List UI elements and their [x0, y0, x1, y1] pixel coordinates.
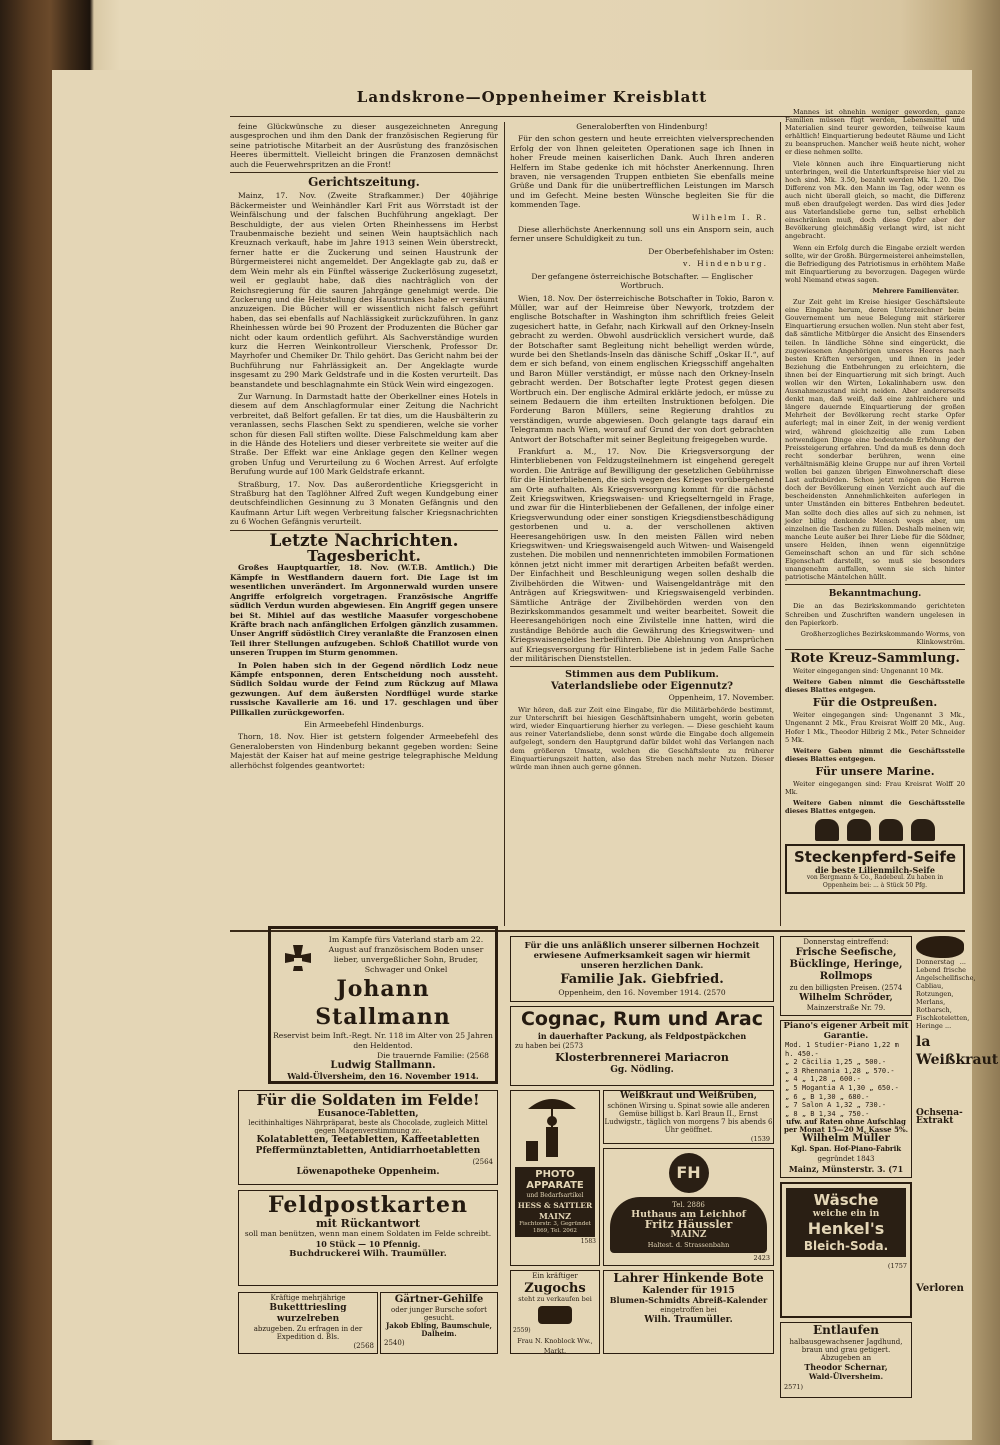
horse-icon: [815, 819, 839, 841]
soldiers-subtitle: Eusanoce-Tabletten,: [317, 1109, 419, 1119]
notice-text: Die an das Bezirkskommando gerichteten Schreiben und Zuschriften wandern ungelesen in den Papierkorb.: [785, 602, 965, 627]
letter-text-4: Zur Zeit geht im Kreise hiesiger Geschäftsleute eine Eingabe herum, deren Unterzeichner beim Gouvernement um neue Belegung mit stärkerer Einquartierung ersuchen wollen. Nun steht aber fest, daß sämtliche Mitbürger die Ansicht des Einsenders teilen. In ländliche Söhne sind eingerückt, die zugewiesenen Angehörigen unseres Heeres nach besten Kräften versorgen, und ihnen in jeder Beziehung die Entbehrungen zu erleichtern, die ihnen bei der Einquartierung mit sich bringt. Auch wollen wir den Wirten, Lokalinhabern usw. den Ausnahmezustand nicht neiden. Aber andererseits denkt man, daß weiß, daß eine zahlreichere und längere dauernde Einquartierung der großen Mehrheit der Bevölkerung recht starke Opfer auferlegt; mal in einer Zeit, in der wenig verdient wird, während gleichzeitig alle zum Leben notwendigen Dinge eine bedeutende Erhöhung der Preissteigerung erfahren. Und da muß es denn doch recht sonderbar berühren, wenn eine verhältnismäßig kleine Gruppe nur auf ihren Vorteil wollen bei ganzen übrigen Einwohnerschaft diese Last aufzubürden. Schon jetzt mögen die Herren doch der Bevölkerung einen Verzicht auch auf die bescheidensten Annehmlichkeiten auferlegen in unter Umständen ein bitteres Entbehren bedeutet. Man sollte doch dies alles auf sich zu nehmen, ist jeder billig denkende Mensch wegs aber, um einzelnen die Taschen zu füllen. Deshalb meinen wir, manche Leute außer bei Ihrer Liebe für die Söldner, unsere Helden, ihnen wenn eigennützige Gemeinschaft schon an und für sich schöne Eigenschaft darstellt, so muß sie besonders unangenehm auffallen, wenn sie sich hinter patriotische Mäntelchen hüllt.: [785, 298, 965, 582]
column-1: [230, 122, 498, 926]
bukett-ad: [238, 1292, 378, 1354]
photo-address: Fischtorstr. 3, Gegründet 1869, Tel. 2062: [519, 1221, 591, 1234]
hat-shop-address: Haltest. d. Strassenbahn: [647, 1241, 730, 1249]
soldiers-shop: Löwenapotheke Oppenheim.: [296, 1167, 440, 1177]
vegetables-number: (1539: [750, 1135, 770, 1143]
obituary-lead: Im Kampfe fürs Vaterland starb am 22. August auf französischem Boden unser lieber, unvergeßlicher Sohn, Bruder, Schwager und Onkel: [328, 935, 484, 974]
edge-verloren: Verloren: [916, 1283, 964, 1294]
letter-text-1: Mannes ist ohnehin weniger geworden, ganze Familien müssen fügt werden, Lebensmittel und Materialien sind teurer geworden, teilweise kaum erhältlich! Einquartierung bedeutet Räume und Licht zu beanspruchen. Mancher weiß heute nicht, woher er diese nehmen sollte.: [785, 108, 965, 157]
navy-line-2: Weitere Gaben nimmt die Geschäftsstelle dieses Blattes entgegen.: [785, 799, 965, 816]
cognac-owner: Gg. Nödling.: [610, 1065, 674, 1075]
thanks-place: Oppenheim, den 16. November 1914.: [558, 988, 702, 997]
calendar-text: eingetroffen bei: [660, 1306, 717, 1314]
piano-row: „ 3 Rhennania 1,28 „ 570.-: [785, 1066, 895, 1075]
lost-dog-text: halbausgewachsener Jagdhund, braun und grau getigert. Abzugeben an: [789, 1338, 903, 1362]
ox-shop: Frau N. Knoblock Ww., Markt.: [517, 1336, 593, 1355]
calendar-ad: [603, 1270, 774, 1354]
photo-ad: [510, 1090, 600, 1266]
photo-number: 1583: [580, 1238, 596, 1245]
photo-subtitle: und Bedarfsartikel: [526, 1192, 584, 1199]
piano-shop: Wilhelm Müller: [802, 1133, 890, 1145]
cognac-ad: [510, 1006, 774, 1086]
piano-terms: ufw. auf Raten ohne Aufschlag per Monat 15—20 M, Kasse 5%.: [783, 1117, 909, 1135]
cognac-title: Cognac, Rum und Arac: [520, 1008, 764, 1030]
calendar-title: Lahrer Hinkende Bote: [613, 1271, 764, 1285]
telegram-title: Generaloberften von Hindenburg!: [576, 122, 708, 131]
cognac-where: zu haben bei: [515, 1042, 561, 1050]
fish-head: Donnerstag eintreffend:: [803, 938, 889, 946]
fieldpost-ad: [238, 1190, 498, 1286]
horse-icon: [911, 819, 935, 841]
soap-maker: von Bergmann & Co., Radebeul. Zu haben in Oppenheim bei: ... à Stück 50 Pfg.: [806, 873, 944, 889]
piano-row: Mod. 1 Studier-Piano 1,22 m h. 450.-: [785, 1041, 899, 1058]
piano-subtitle: Kgl. Span. Hof-Piano-Fabrik: [790, 1144, 902, 1154]
thanks-text: Für die uns anläßlich unserer silbernen Hochzeit erwiesene Aufmerksamkeit sagen wir hiermit unseren herzlichen Dank.: [524, 941, 760, 971]
ox-title: Zugochs: [524, 1281, 586, 1296]
henkel-subtitle: weiche ein in: [812, 1209, 880, 1219]
red-cross-line-1: Weiter eingegangen sind: Ungenannt 10 Mk.: [793, 667, 944, 675]
piano-founded: gegründet 1843: [817, 1155, 875, 1164]
red-cross-line-2: Weitere Gaben nimmt die Geschäftsstelle dieses Blattes entgegen.: [785, 678, 965, 695]
fish-shop: Wilhelm Schröder,: [799, 993, 893, 1003]
fish-ad: [780, 936, 912, 1016]
bukett-title: Buketttriesling wurzelreben: [269, 1303, 347, 1324]
column-3: [785, 108, 965, 926]
piano-price-list: [781, 1041, 911, 1118]
iron-cross-icon: [279, 943, 317, 981]
ox-lead: Ein kräftiger: [532, 1272, 578, 1280]
red-cross-title: Rote Kreuz-Sammlung.: [790, 650, 960, 666]
soap-ad: [785, 844, 965, 894]
column-divider-2: [780, 122, 781, 926]
obituary-name: Johann Stallmann: [315, 976, 451, 1030]
letter-text-2: Viele können auch ihre Einquartierung nicht unterbringen, weil die Unterkunftspreise hier viel zu hoch sind. Mk. 3.50, bezahlt werden Mk. 1.20. Die Differenz von Mk. den Mann im Tag, oder wenn es auch nicht überall gleich, so macht, die Differenz muß eben draufgelegt werden. Das wird dies Jeder aus Vaterlandsliebe gerne tun, selbst erheblich einschränken muß, doch diese Opfer aber der Bevölkerung gleichmäßig verlangt wird, ist nicht angebracht.: [785, 159, 965, 241]
soldiers-items: Kolatabletten, Teetabletten, Kaffeetabletten Pfeffermünztabletten, Antidiarrhoetabletten: [255, 1135, 481, 1156]
henkel-product: Bleich-Soda.: [803, 1239, 889, 1253]
thanks-number: (2570: [703, 988, 726, 997]
photo-umbrella-illustration: [511, 1091, 599, 1167]
piano-ad: [780, 1020, 912, 1178]
hat-shop-logo: FH: [669, 1153, 709, 1193]
hat-shop-city: MAINZ: [670, 1230, 707, 1240]
east-prussia-line-2: Weitere Gaben nimmt die Geschäftsstelle dieses Blattes entgegen.: [785, 746, 965, 763]
fieldpost-subtitle: mit Rückantwort: [315, 1217, 421, 1230]
hat-shop-name: Fritz Häussler: [644, 1218, 733, 1231]
hat-shop-title: Huthaus am Leichhof: [631, 1209, 746, 1220]
navy-line-1: Weiter eingegangen sind: Frau Kreisrat Wolff 20 Mk.: [785, 780, 965, 797]
soap-subtitle: die beste Lilienmilch-Seife: [815, 864, 935, 875]
bukett-number: (2568: [353, 1342, 374, 1350]
fish-number: (2574: [881, 984, 903, 992]
piano-row: „ 6 „ B 1,30 „ 680.-: [785, 1092, 870, 1101]
army-order-text: Thorn, 18. Nov. Hier ist getstern folgender Armeebefehl des Generalobersten von Hindenburg bekannt gegeben worden: Seine Majestät der Kaiser hat auf meine gestrige telegraphische Meldung allerhöchst folgendes geantwortet:: [230, 732, 498, 770]
east-prussia-line-1: Weiter eingegangen sind: Ungenannt 3 Mk., Ungenannt 2 Mk., Frau Kreisrat Wolff 20 Mk., Aug. Hofer 1 Mk., Theodor Hilbrig 2 Mk., Peter Schneider 5 Mk.: [785, 711, 965, 744]
edge-fish-text: Donnerstag ... Lebend frische Angelschellfische, Cabliau, Rotzungen, Merlans, Rotbarsch, Fischkoteletten, Heringe ...: [916, 958, 976, 1030]
hat-shop-number: 2423: [753, 1254, 770, 1262]
piano-city: Mainz, Münsterstr. 3. (71: [788, 1164, 904, 1175]
column-divider-1: [504, 122, 505, 926]
public-voices-text: Wir hören, daß zur Zeit eine Eingabe, für die Militärbehörde bestimmt, zur Unterschrift bei hiesigen Geschäftsinhabern umgeht, worin gebeten wird, wieder Einquartierung hierher zu verlegen. — Diese geschieht kaum aus reiner Vaterlandsliebe, denn sonst würde die Eingabe doch allgemein aufgelegt, sondern den Hauptgrund dafür bildet wohl das Verlangen nach dem größeren Umsatz, welchen die Geschäftsleute zu früherer Einquartierungszeit hatten, also das Streben nach mehr Nutzen. Dieser würde man ihnen auch gerne gönnen.: [510, 705, 774, 771]
vegetables-text: schönen Wirsing u. Spinat sowie alle anderen Gemüse billigst b. Karl Braun II., Ernst Ludwigstr., täglich von morgens 7 bis abends 6 Uhr geöffnet.: [604, 1102, 773, 1134]
piano-row: „ 8 „ B 1,34 „ 750.-: [785, 1109, 870, 1118]
notice-title: Bekanntmachung.: [828, 589, 922, 600]
cognac-subtitle: in dauerhafter Packung, als Feldpostpäckchen: [537, 1031, 747, 1041]
piano-row: „ 5 Mogantia A 1,30 „ 650.-: [785, 1083, 899, 1092]
telegram-signature: Wilhelm I. R.: [692, 212, 768, 222]
bukett-lead: Kräftige mehrjährige: [270, 1294, 346, 1302]
war-pension-text: Frankfurt a. M., 17. Nov. Die Kriegsversorgung der Hinterbliebenen von Feldzugsteilnehmern ist eingehend geregelt worden. Die Anträge auf Bewilligung der gesetzlichen Gebührnisse für die Hinterbliebenen, die sich wegen des Krieges vorübergehend am Orte aufhalten. Als Kriegsversorgung kommt für die nächste Zeit Kriegswitwen, Kriegswaisen- und Kriegselterngeld in Frage, und zwar für die Hinterbliebenen der Gefallenen, der infolge einer Kriegsverwundung oder einer sonstigen Kriegsdienstbeschädigung gestorbenen und u. a. der verschollenen aktiven Heeresangehörigen usw. In den meisten Fällen wird neben Kriegswitwen- und Kriegswaisengeld auch Witwen- und Waisengeld zustehen. Die mobilen und nennenrichteten immobilen Formationen können jetzt nicht immer mit derartigen Arbeiten befaßt werden. Der Einfachheit und Beschleunigung wegen sollen deshalb die Zivilbehörden die Witwen- und Waisengeldanträge mit den Anträgen auf Kriegswitwen- und Kriegswaisengeld verbinden. Sämtliche Anträge der Zivilbehörden werden von den Bezirkskommandos gesammelt und weiter bearbeitet. Soweit die Heeresangehörigen noch eine Zivilstelle inne hatten, wird die zuständige Behörde auch die Gewährung des Kriegswitwen- und Kriegswaisengeldes herbeiführen. Die Ablehnung von Ansprüchen auf Kriegsversorgung für Hinterbliebene ist in jedem Falle Sache der militärischen Dienststellen.: [510, 447, 774, 663]
lost-dog-number: 2571): [784, 1383, 804, 1391]
column-2: [510, 122, 774, 926]
piano-row: „ 7 Salon A 1,32 „ 730.-: [785, 1101, 887, 1110]
piano-row: „ 4 „ 1,28 „ 600.-: [785, 1075, 861, 1084]
soldiers-tablets-ad: [238, 1090, 498, 1185]
ox-icon: [538, 1306, 572, 1324]
obituary-signature: Ludwig Stallmann.: [330, 1060, 436, 1071]
horse-icon: [879, 819, 903, 841]
letter-signature: Mehrere Familienväter.: [872, 286, 959, 295]
thanks-ad: [510, 936, 774, 1002]
fieldpost-title: Feldpostkarten: [267, 1192, 468, 1218]
ox-number: 2559): [513, 1326, 531, 1334]
fieldpost-shop: Buchdruckerei Wilh. Traumüller.: [289, 1249, 447, 1259]
henkel-title: Wäsche: [813, 1191, 879, 1209]
court-article-2: Zur Warnung. In Darmstadt hatte der Oberkellner eines Hotels in diesem auf dem Anschlagformular einer Zeitung die Nachricht verbreitet, daß Belfort gefallen. Er tat dies, um die Hausbälterin zu veranlassen, sechs Flaschen Sekt zu spendieren, welche sie vorher schon für diesen Fall stiften wollte. Diese Falschmeldung kam aber in die Hände des Hoteliers und dieser verbreitete sie weiter auf die Straße. Der Effekt war eine Anklage gegen den Kellner wegen groben Unfug und Verurteilung zu 6 Wochen Arrest. Auf erfolgte Berufung wurde auf 100 Mark Geldstrafe erkannt.: [230, 391, 498, 477]
lost-dog-name: Theodor Schernar,: [804, 1362, 888, 1372]
east-prussia-title: Für die Ostpreußen.: [812, 696, 938, 710]
piano-row: „ 2 Cäcilia 1,25 „ 500.-: [785, 1058, 887, 1067]
obituary-place: Wald-Ülversheim, den 16. November 1914.: [287, 1071, 479, 1081]
newspaper-page: [52, 70, 999, 1440]
fish-icon: [916, 936, 964, 958]
gardener-text: oder junger Bursche sofort gesucht.: [391, 1306, 487, 1322]
obituary-ad: [268, 926, 498, 1084]
thanks-name: Familie Jak. Giebfried.: [560, 972, 724, 987]
hat-shop-tel: Tel. 2886: [672, 1201, 705, 1209]
fish-title: Frische Seefische, Bücklinge, Heringe, Rollmops: [789, 947, 903, 982]
photo-city: MAINZ: [539, 1211, 571, 1221]
public-voices-title: Stimmen aus dem Publikum.: [565, 669, 719, 681]
ox-ad: [510, 1270, 600, 1354]
page-header: Landskrone—Oppenheimer Kreisblatt: [356, 88, 708, 106]
soldiers-text: lecithinhaltiges Nährpräparat, beste als Chocolade, zugleich Mittel gegen Magenverstimmung zc.: [248, 1119, 488, 1135]
horse-icon: [847, 819, 871, 841]
ambassador-text: Wien, 18. Nov. Der österreichische Botschafter in Tokio, Baron v. Müller, war auf der Heimreise über Newyork, trotzdem der englische Botschafter in Washington ihm schriftlich freies Geleit zugesichert hatte, in Gefahr, nach Kirkwall auf den Orkney-Inseln gebracht zu werden. Obwohl ausdrücklich versichert wurde, daß der Botschafter samt Begleitung nicht behelligt werden würde, wurde bei den Shetlands-Inseln das dänische Schiff „Oskar II.“, auf dem er sich befand, von einem englischen Kriegsschiff angehalten und Baron Müller verständigt, er müsse nach den Orkney-Inseln gebracht werden. Der Botschafter legte Protest gegen diesen Wortbruch ein. Der englische Admiral erklärte jedoch, er müsse zu seinem Bedauern die ihm erteilten Instruktionen befolgen. Die Forderung Baron Müllers, seine Regierung drahtlos zu verständigen, wurde abgewiesen. Doch gelangte tags darauf ein Telegramm nach Wien, worauf auf Grund der von dort gebrachten Antwort der Botschafter mit seiner Begleitung freigegeben wurde.: [510, 293, 774, 444]
soldiers-number: (2564: [472, 1158, 493, 1166]
ambassador-title: Der gefangene österreichische Botschafter. — Englischer Wortbruch.: [531, 271, 753, 291]
soap-brand: Steckenpferd-Seife: [793, 847, 957, 866]
public-voices-subtitle: Vaterlandsliebe oder Eigennutz?: [550, 680, 734, 692]
gardener-shop: Jakob Ebling, Baumschule, Dalheim.: [386, 1321, 492, 1338]
hindenburg-signature: v. Hindenburg.: [682, 259, 768, 269]
gardener-title: Gärtner-Gehilfe: [394, 1294, 484, 1305]
fish-address: Mainzerstraße Nr. 79.: [806, 1004, 886, 1012]
lost-dog-place: Wald-Ülversheim.: [808, 1372, 884, 1381]
daily-report-title: Tagesbericht.: [307, 547, 421, 566]
vegetables-ad: [603, 1090, 774, 1144]
telegram-text: Für den schon gestern und heute erreichten vielversprechenden Erfolg der von Ihnen geleiteten Operationen sage ich Ihnen in hoher Freude meinen kaiserlichen Dank. Auch Ihren anderen Helfern im Stabe gedenke ich mit höchster Anerkennung. Ihren braven, nie versagenden Truppen entbieten Sie ebenfalls meine Grüße und Dank für die unübertrefflichen Leistungen im Marsch und im Gefecht. Meine besten Wünsche begleiten Sie für die kommenden Tage.: [510, 134, 774, 210]
fish-price: zu den billigsten Preisen.: [789, 984, 880, 992]
edge-ochsena: Ochsena-Extrakt: [916, 1108, 963, 1126]
hindenburg-text: Diese allerhöchste Anerkennung soll uns ein Ansporn sein, auch ferner unsere Schuldigkeit zu tun.: [510, 225, 774, 244]
cognac-number: (2573: [562, 1042, 584, 1050]
henkel-brand: Henkel's: [807, 1219, 885, 1238]
calendar-subtitle-2: Blumen-Schmidts Abreiß-Kalender: [609, 1295, 768, 1305]
cognac-shop: Klosterbrennerei Mariacron: [555, 1051, 729, 1064]
gardener-ad: [380, 1292, 498, 1354]
soap-ad-horses: [785, 819, 965, 843]
vegetables-title: Weißkraut und Weißrüben,: [620, 1091, 757, 1101]
latest-news-title: Letzte Nachrichten.: [269, 530, 459, 551]
lost-dog-title: Entlaufen: [813, 1323, 879, 1337]
gardener-number: 2540): [384, 1339, 405, 1347]
hindenburg-role: Der Oberbefehlshaber im Osten:: [648, 246, 774, 256]
ox-text: steht zu verkaufen bei: [518, 1295, 592, 1303]
army-order-title: Ein Armeebefehl Hindenburgs.: [304, 719, 424, 729]
piano-title: Piano's eigener Arbeit mit Garantie.: [783, 1021, 909, 1041]
photo-shop: HESS & SATTLER: [517, 1201, 593, 1210]
fieldpost-text: soll man benützen, wenn man einem Soldaten im Felde schreibt.: [244, 1229, 492, 1238]
navy-title: Für unsere Marine.: [815, 764, 935, 778]
lost-dog-ad: [780, 1322, 912, 1398]
edge-column: [916, 936, 999, 1396]
obituary-family-label: Die trauernde Familie: (2568: [377, 1051, 489, 1060]
court-article-1: Mainz, 17. Nov. (Zweite Strafkammer.) Der 40jährige Bäckermeister und Weinhändler Karl Frit aus Wörrstadt ist der Weinfälschung und der falschen Buchführung angeklagt. Der Beschuldigte, der aus vielen Orten Rheinhessens im Herbst Traubenmaische bezieht und seinen Wein hauptsächlich nach Kreuznach verkauft, habe im Jahre 1913 seinen Wein überstreckt, ferner hatte er die Zuckerung und seinen Haustrunk der Bürgermeisterei nicht angemeldet. Der Angeklagte gab zu, daß er dem Wein mehr als ein Fünftel wässerige Zuckerlösung zugesetzt, weil er geglaubt habe, daß dies nachträglich von der Reichsregierung für die sauren Jahrgänge genehmigt werde. Die Zuckerung und die Heitstellung des Haustrunkes habe er versäumt anzuzeigen. Die Bücher will er wissentlich nicht falsch geführt haben, das sei ebenfalls auf Nachlässigkeit zurückzuführen. In ganz Rheinhessen würde bei 90 Prozent der Produzenten die Bücher gar nicht oder kaum ordentlich geführt. Als Sachverständige wurden kurz die Herren Weinkontrolleur Vierschenk, Professor Dr. Mayrhofer und Chemiker Dr. Thilo gehört. Das Gericht nahm bei der Buchführung nur Fahrlässigkeit an. Der Angeklagte wurde insgesamt zu 290 Mark Geldstrafe und in die Kosten verurteilt. Das beanstandete und beschlagnahmte ein Stück Wein wird eingezogen.: [230, 191, 498, 389]
intro-text: feine Glückwünsche zu dieser ausgezeichneten Anregung ausgesprochen und ihm den Dank der französischen Regierung für seine patriotische Mitarbeit an der Ausrüstung des französischen Heeres übermittelt. Vielleicht bringen die Franzosen demnächst auch die Feuerwehrspritzen an die Front!: [230, 122, 498, 169]
photo-title: PHOTO APPARATE: [526, 1169, 584, 1191]
letter-text-3: Wenn ein Erfolg durch die Eingabe erzielt werden sollte, wir der Großh. Bürgermeisterei anheimstellen, die Befriedigung des Patriotismus in erhöhtem Maße mit Einquartierung zu bevorzugen. Dagegen würde wohl Niemand etwas sagen.: [785, 243, 965, 284]
soldiers-title: Für die Soldaten im Felde!: [256, 1091, 480, 1109]
calendar-subtitle: Kalender für 1915: [642, 1286, 735, 1296]
henkel-ad: [780, 1182, 912, 1318]
section-title-court: Gerichtszeitung.: [308, 175, 420, 190]
report-west: Großes Hauptquartier, 18. Nov. (W.T.B. Amtlich.) Die Kämpfe in Westflandern dauern fort. Die Lage ist im wesentlichen unverändert. Im Argonnerwald wurden unsere Angriffe erfolgreich vorgetragen. Französische Angriffe südlich Verdun wurden abgewiesen. Ein Angriff gegen unsere bei St. Mihiel auf das westliche Maasufer vorgeschobene Kräfte brach nach anfänglichen Erfolgen gänzlich zusammen. Unser Angriff südöstlich Cirey veranlaßte die Franzosen einen Teil ihrer Stellungen aufzugeben. Schloß Chatillot wurde von unseren Truppen im Sturm genommen.: [230, 563, 498, 658]
obituary-rank: Reservist beim Inft.-Regt. Nr. 118 im Alter von 25 Jahren den Heldentod.: [273, 1031, 493, 1050]
bukett-text: abzugeben. Zu erfragen in der Expedition d. Bls.: [253, 1325, 363, 1341]
notice-signature: Großherzogliches Bezirkskommando Worms, von Klinkowström.: [800, 629, 965, 646]
edge-weiss: la Weißkraut: [916, 1034, 999, 1068]
report-east: In Polen haben sich in der Gegend nördlich Lodz neue Kämpfe entsponnen, deren Entscheidung noch aussteht. Südlich Soldau wurde der Feind zum Rückzug auf Mlawa gezwungen. Auf dem äußersten Nordflügel wurde starke russische Kavallerie am 16. und 17. geschlagen und über Pillkallen zurückgeworfen.: [230, 660, 498, 717]
henkel-number: (1757: [887, 1262, 907, 1270]
hat-shop-ad: [603, 1148, 774, 1266]
public-voices-date: Oppenheim, 17. November.: [668, 693, 774, 703]
calendar-shop: Wilh. Traumüller.: [644, 1315, 733, 1325]
fieldpost-price: 10 Stück — 10 Pfennig.: [315, 1239, 421, 1249]
court-article-3: Straßburg, 17. Nov. Das außerordentliche Kriegsgericht in Straßburg hat den Taglöhner Alfred Zuft wegen Kundgebung einer deutschfeindlichen Gesinnung zu 3 Monaten Gefängnis und den Kaufmann Artur Lift wegen Verbreitung falscher Kriegsnachrichten zu 6 Wochen Gefängnis verurteilt.: [230, 479, 498, 527]
